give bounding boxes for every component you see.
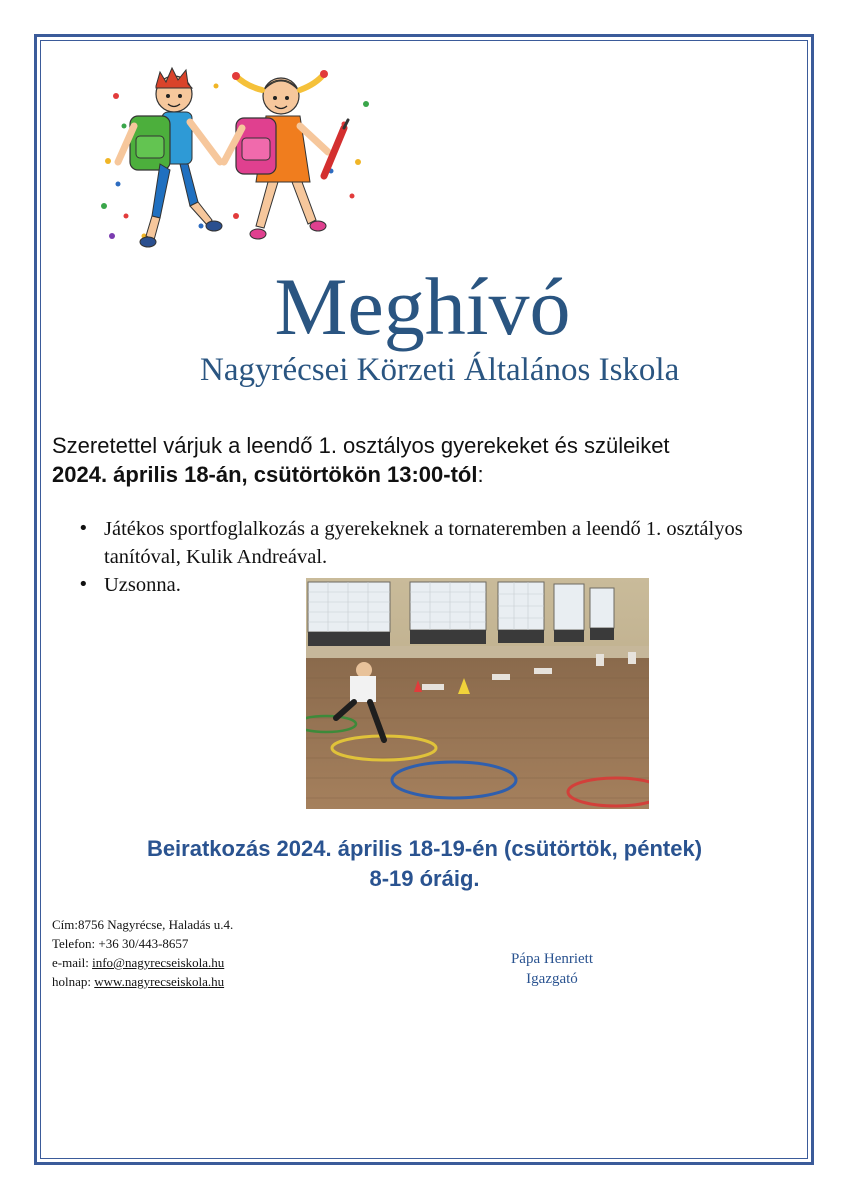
invitation-title (0, 262, 849, 352)
school-children-illustration (96, 66, 376, 256)
signer-name: Pápa Henriett (510, 951, 594, 967)
event-date: 2024. április 18-án, csütörtökön 13:00-tól (52, 462, 478, 487)
list-item: • Uzsonna. (78, 571, 778, 599)
school-name: Nagyrécsei Körzeti Általános Iskola (200, 352, 680, 388)
signer-role: Igazgató (526, 971, 578, 987)
intro-paragraph (52, 431, 670, 489)
boy-figure (118, 68, 222, 247)
event-date-suffix: : (477, 462, 484, 487)
gym-photo (306, 578, 649, 809)
website-label: holnap: (52, 974, 95, 989)
list-item: • Játékos sportfoglalkozás a gyerekeknek a tornateremben a leendő 1. osztályos tanítóval, Kulik Andreával. (78, 515, 778, 571)
enrollment-dates: Beiratkozás 2024. április 18-19-én (csütörtök, péntek) (146, 836, 703, 861)
email-link[interactable]: info@nagyrecseiskola.hu (92, 955, 225, 970)
website-link[interactable]: www.nagyrecseiskola.hu (94, 974, 225, 989)
phone-line: Telefon: +36 30/443-8657 (52, 936, 189, 951)
email-label: e-mail: (52, 955, 93, 970)
email-line (52, 953, 233, 972)
intro-line: Szeretettel várjuk a leendő 1. osztályos gyerekeket és szüleiket (52, 433, 670, 458)
enrollment-hours: 8-19 óráig. (369, 866, 480, 891)
invitation-title-text: Meghívó (274, 261, 571, 352)
website-line (52, 972, 233, 991)
girl-figure (224, 70, 348, 239)
address-line: Cím:8756 Nagyrécse, Haladás u.4. (52, 917, 234, 932)
signature-block (490, 949, 614, 989)
contact-block (52, 915, 233, 991)
enrollment-notice (0, 834, 849, 894)
